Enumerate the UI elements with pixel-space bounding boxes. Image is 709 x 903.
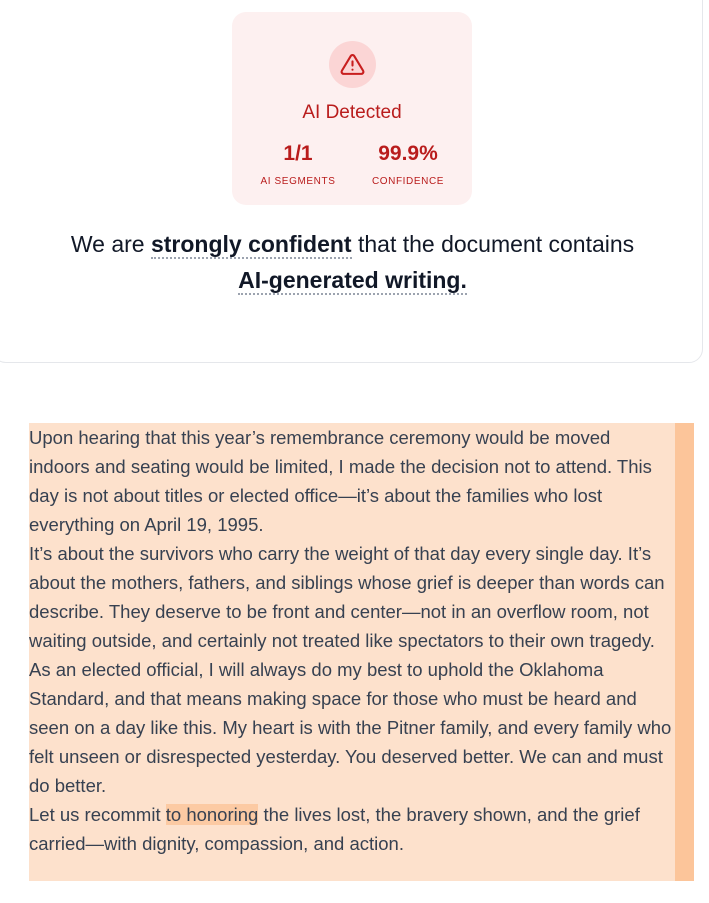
confidence-label: CONFIDENCE: [371, 176, 445, 187]
paragraph: It’s about the survivors who carry the weight of that day every single day. It’s about the mothers, fathers, and siblings whose grief is deeper than words can describe. They deserve to be front and center—not in an overflow room, not waiting outside, and certainly not treated like spectators to their own tragedy.: [29, 543, 665, 651]
verdict-text: [20, 226, 685, 298]
paragraph: Upon hearing that this year’s remembrance ceremony would be moved indoors and seating would be limited, I made the decision not to attend. This day is not about titles or elected office—it’s about the families who lost everything on April 19, 1995.: [29, 427, 652, 535]
verdict-prefix: We are: [70, 231, 151, 257]
highlighted-phrase[interactable]: to honoring: [165, 804, 259, 825]
segments-label: AI SEGMENTS: [260, 176, 336, 187]
paragraph: [29, 800, 675, 858]
segments-value: 1/1: [283, 142, 313, 165]
ai-detected-panel: [232, 12, 472, 205]
confidence-strength-term[interactable]: strongly confident: [150, 231, 352, 257]
confidence-stat: [360, 142, 456, 187]
paragraph-text: the lives lost, the bravery shown, and the grief carried—with dignity, compassion, and action.: [29, 804, 640, 854]
segments-stat: [250, 142, 346, 187]
ai-generated-term[interactable]: AI-generated writing.: [238, 267, 467, 293]
paragraph-text: Let us recommit: [29, 804, 166, 825]
verdict-middle: that the document contains: [351, 231, 635, 257]
segment-indicator-bar: [675, 423, 694, 881]
confidence-value: 99.9%: [378, 142, 438, 165]
detection-title: AI Detected: [302, 102, 402, 123]
alert-badge: [329, 41, 376, 88]
flagged-text-segment[interactable]: [29, 423, 694, 881]
document-text: [29, 423, 675, 858]
paragraph: As an elected official, I will always do my best to uphold the Oklahoma Standard, and that means making space for those who must be heard and seen on a day like this. My heart is with the Pitner family, and every family who felt unseen or disrespected yesterday. You deserved better. We can and must do better.: [29, 659, 672, 796]
alert-triangle-icon: [340, 52, 365, 77]
